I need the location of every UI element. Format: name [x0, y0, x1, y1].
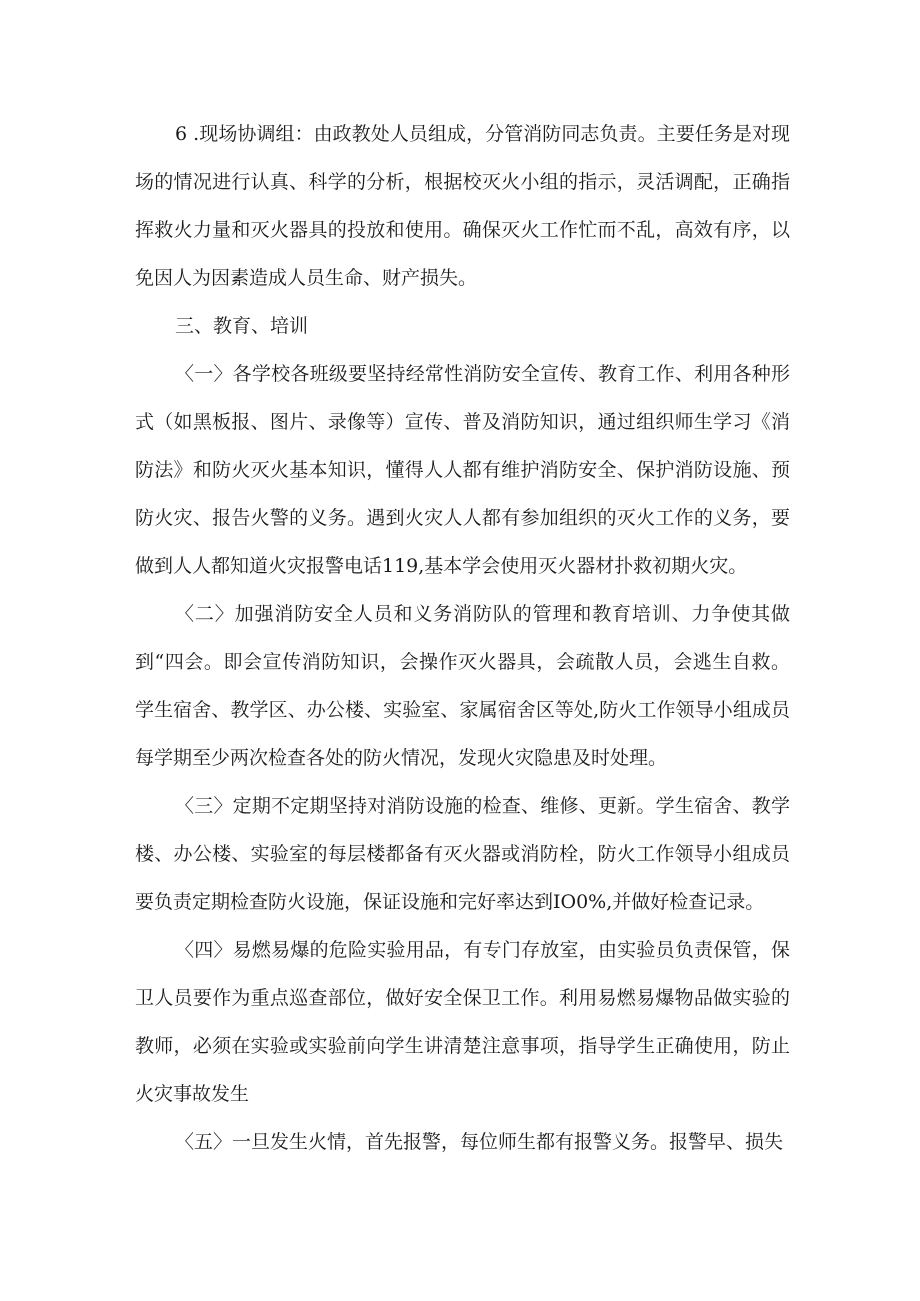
section-heading-education-training: 三、教育、培训: [175, 315, 309, 337]
paragraph-item-1: 〈一〉各学校各班级要坚持经常性消防安全宣传、教育工作、利用各种形式（如黑板报、图片、录像等）宣传、普及消防知识，通过组织师生学习《消防法》和防火灭火基本知识，懂得人人都有维护消防安全、保护消防设施、预防火灾、报告火警的义务。遇到火灾人人都有参加组织的灭火工作的义务，要做到人人都知道火灾报警电话119,基本学会使用灭火器材扑救初期火灾。: [135, 363, 790, 577]
paragraph-item-3: 〈三〉定期不定期坚持对消防设施的检查、维修、更新。学生宿舍、教学楼、办公楼、实验室的每层楼都备有灭火器或消防栓，防火工作领导小组成员要负责定期检查防火设施，保证设施和完好率达到IO0%,并做好检查记录。: [135, 795, 790, 913]
paragraph-item-4: 〈四〉易燃易爆的危险实验用品，有专门存放室，由实验员负责保管，保卫人员要作为重点巡查部位，做好安全保卫工作。利用易燃易爆物品做实验的教师，必须在实验或实验前向学生讲清楚注意事项，指导学生正确使用，防止火灾事故发生: [135, 939, 790, 1105]
paragraph-item-2: 〈二〉加强消防安全人员和义务消防队的管理和教育培训、力争使其做到“四会。即会宣传消防知识，会操作灭火器具，会疏散人员，会逃生自救。学生宿舍、教学区、办公楼、实验室、家属宿舍区等处,防火工作领导小组成员每学期至少两次检查各处的防火情况，发现火灾隐患及时处理。: [135, 603, 790, 769]
paragraph-onsite-coordination-group: 6 .现场协调组：由政教处人员组成，分管消防同志负责。主要任务是对现场的情况进行认真、科学的分析，根据校灭火小组的指示，灵活调配，正确指挥救火力量和灭火器具的投放和使用。确保灭火工作忙而不乱，高效有序，以免因人为因素造成人员生命、财产损失。: [135, 123, 790, 289]
paragraph-item-5: 〈五〉一旦发生火情，首先报警，每位师生都有报警义务。报警早、损失: [175, 1131, 784, 1153]
